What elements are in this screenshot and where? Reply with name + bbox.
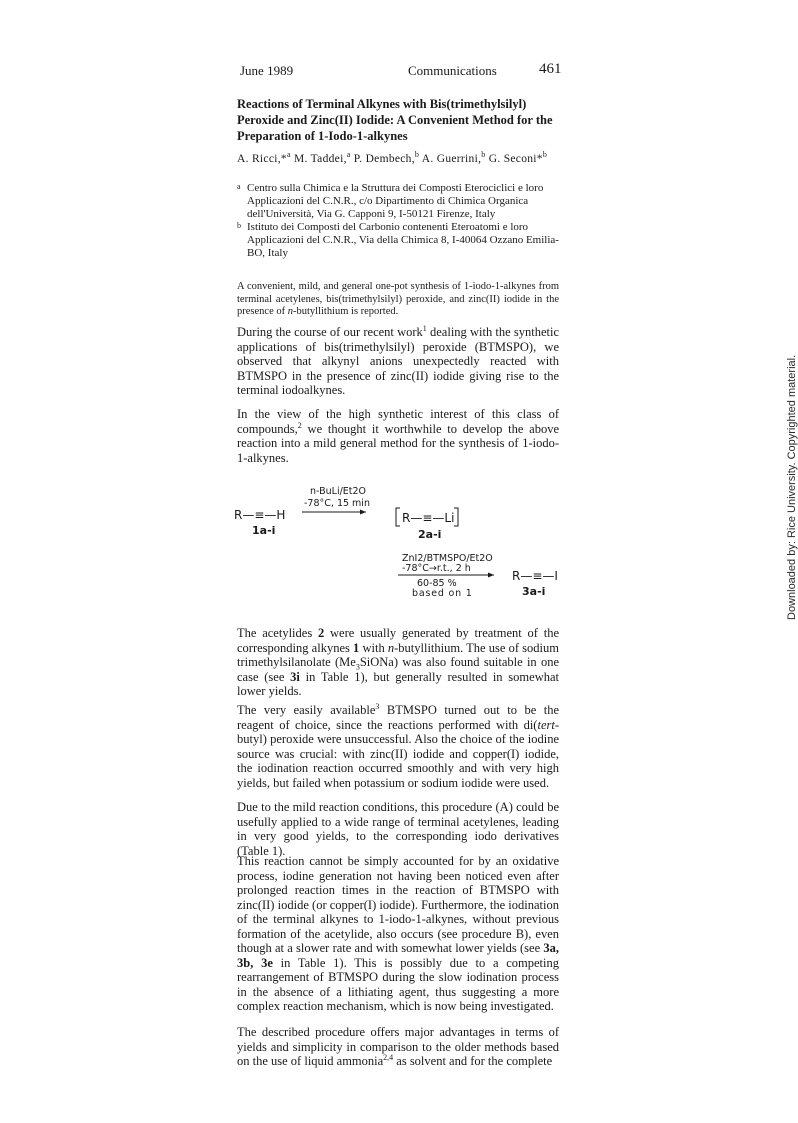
step2-yield-basis: based on 1 bbox=[412, 588, 473, 599]
body-paragraph-6: This reaction cannot be simply accounted for by an oxidative process, iodine generation not having been noticed even after prolonged reaction times in the reaction of BTMSPO with zinc(II) iodide (or copper(I) iodide). Furthermore, the iodination of the terminal alkynes to 1-iodo-1-alkynes, without previous formation of the acetylide, also occurs (see procedure B), even though at a slower rate and with somewhat lower yields (see 3a, 3b, 3e in Table 1). This is possibly due to a competing rearrangement of BTMSPO during the slow iodination process in the absence of a lithiating agent, thus suggesting a more complex reaction mechanism, which is now being investigated. bbox=[237, 854, 559, 1013]
body-paragraph-4: The very easily available$^3$ BTMSPO turned out to be the reagent of choice, since the reactions performed with di(tert-butyl) peroxide were unsuccessful. Also the choice of the iodine source was crucial: with zinc(II) iodide and copper(I) iodide, the iodination reaction occurred smoothly and with very high yields, but failed when potassium or sodium iodide were used. bbox=[237, 701, 559, 790]
body-paragraph-1: During the course of our recent work$^1$ dealing with the synthetic applications of bis(trimethylsilyl) peroxide (BTMSPO), we observed that alkynyl anions unexpectedly reacted with BTMSPO in the presence of zinc(II) iodide giving rise to the terminal iodoalkynes. bbox=[237, 323, 559, 397]
arrowhead-2 bbox=[488, 573, 494, 578]
author-list: A. Ricci,*$^a$ M. Taddei,$^a$ P. Dembech,$^b$ A. Guerrini,$^b$ G. Seconi*$^b$ bbox=[237, 150, 548, 165]
product-formula: R—≡—I bbox=[512, 569, 558, 583]
step2-yield: 60-85 % bbox=[417, 578, 457, 589]
arrowhead-1 bbox=[360, 510, 366, 515]
affiliation-text: Istituto dei Composti del Carbonio contenenti Eteroatomi e loro Applicazioni del C.N.R., Via della Chimica 8, I-40064 Ozzano Emilia-BO, Italy bbox=[247, 221, 559, 259]
running-header-journal: Communications bbox=[408, 63, 497, 78]
intermediate-formula: R—≡—Li bbox=[402, 511, 455, 525]
affiliation-marker: b bbox=[237, 221, 241, 230]
reactant-formula: R—≡—H bbox=[234, 508, 286, 522]
bracket-left bbox=[396, 508, 400, 526]
step1-reagent: n-BuLi/Et2O bbox=[310, 486, 367, 497]
reactant-label: 1a-i bbox=[252, 524, 276, 537]
step2-reagent: ZnI2/BTMSPO/Et2O bbox=[402, 553, 493, 564]
bracket-right bbox=[454, 508, 458, 526]
step1-conditions: -78°C, 15 min bbox=[304, 498, 370, 509]
body-paragraph-3: The acetylides 2 were usually generated by treatment of the corresponding alkynes 1 with n-butyllithium. The use of sodium trimethylsilanolate $(Me_3SiONa)$ was also found suitable in one case (see 3i in Table 1), but generally resulted in somewhat lower yields. bbox=[237, 626, 559, 698]
page-number: 461 bbox=[539, 61, 562, 77]
affiliation-text: Centro sulla Chimica e la Struttura dei Composti Eterociclici e loro Applicazioni del C.N.R., c/o Dipartimento di Chimica Organica dell'Università, Via G. Capponi 9, I-50121 Firenze, Italy bbox=[247, 182, 544, 220]
affiliation-a bbox=[237, 182, 567, 221]
product-label: 3a-i bbox=[522, 585, 546, 598]
step2-conditions: -78°C→r.t., 2 h bbox=[402, 563, 471, 574]
intermediate-label: 2a-i bbox=[418, 528, 442, 541]
article-title: Reactions of Terminal Alkynes with Bis(trimethylsilyl) Peroxide and Zinc(II) Iodide: A Convenient Method for the Preparation of 1-Iodo-1-alkynes bbox=[237, 97, 553, 143]
running-header-date: June 1989 bbox=[240, 63, 294, 78]
download-watermark: Downloaded by: Rice University. Copyrighted material. bbox=[786, 354, 798, 620]
body-paragraph-5: Due to the mild reaction conditions, this procedure (A) could be usefully applied to a wide range of terminal acetylenes, leading in very good yields, to the corresponding iodo derivatives (Table 1). bbox=[237, 800, 559, 858]
body-paragraph-7: The described procedure offers major advantages in terms of yields and simplicity in comparison to the older methods based on the use of liquid ammonia$^{2,4}$ as solvent and for the complete bbox=[237, 1025, 559, 1068]
abstract: A convenient, mild, and general one-pot synthesis of 1-iodo-1-alkynes from terminal acetylenes, bis(trimethylsilyl) peroxide, and zinc(II) iodide in the presence of n-butyllithium is reported. bbox=[237, 281, 559, 317]
body-paragraph-2: In the view of the high synthetic interest of this class of compounds,$^2$ we thought it worthwhile to develop the above reaction into a mild general method for the synthesis of 1-iodo-1-alkynes. bbox=[237, 407, 559, 465]
reaction-scheme bbox=[232, 482, 562, 612]
affiliation-b bbox=[237, 221, 567, 260]
affiliation-marker: a bbox=[237, 182, 241, 191]
